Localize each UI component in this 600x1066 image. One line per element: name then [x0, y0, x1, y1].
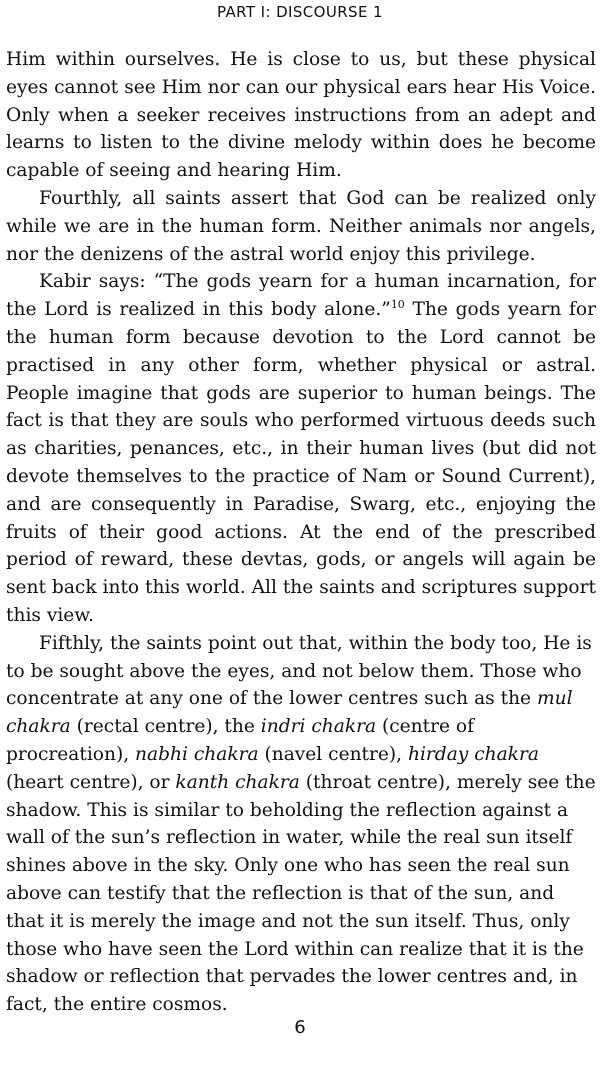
page-number: 6: [294, 1017, 306, 1038]
paragraph-3-text: The gods yearn for the human form because devotion to the Lord cannot be practised in any other form, whether physical or astral. People imagine that gods are superior to human beings. The fact is that they are souls who performed virtuous deeds such as charities, penances, etc., in their human lives (but did not devote themselves to the practice of Nam or Sound Current), and are consequently in Paradise, Swarg, etc., enjoying the fruits of their good actions. At the end of the prescribed period of reward, these devtas, gods, or angels will again be sent back into this world. All the saints and scriptures support this view.: [6, 299, 596, 626]
term-hirday-chakra: hirday chakra: [407, 743, 539, 765]
paragraph-4: [6, 630, 596, 1019]
paragraph-3: [6, 268, 596, 629]
footnote-marker: 10: [390, 298, 405, 312]
paragraph-4-text: (centre of procreation),: [6, 716, 475, 765]
paragraph-4-text: (rectal centre), the: [70, 716, 261, 738]
paragraph-2: Fourthly, all saints assert that God can be realized only while we are in the human form. Neither animals nor angels, nor the denizens of the astral world enjoy this privilege.: [6, 187, 596, 265]
term-nabhi-chakra: nabhi chakra: [135, 743, 259, 765]
paragraph-4-text: (navel centre),: [258, 743, 408, 765]
running-head: PART I: DISCOURSE 1: [217, 3, 383, 21]
body-text: [6, 46, 596, 1019]
paragraph-4-text: (throat centre), merely see the shadow. This is similar to beholding the reflection against a wall of the sun’s reflection in water, while the real sun itself shines above in the sky. Only one who has seen the real sun above can testify that the reflection is that of the sun, and that it is merely the image and not the sun itself. Thus, only those who have seen the Lord within can realize that it is the shadow or reflection that pervades the lower centres and, in fact, the entire cosmos.: [6, 771, 596, 1016]
term-indri-chakra: indri chakra: [260, 716, 377, 738]
term-mul-chakra: mul chakra: [6, 688, 573, 738]
term-kanth-chakra: kanth chakra: [175, 771, 300, 793]
paragraph-1: Him within ourselves. He is close to us, but these physical eyes cannot see Him nor can our physical ears hear His Voice. Only when a seeker receives instructions from an adept and learns to listen to the divine melody within does he become capable of seeing and hearing Him.: [6, 49, 596, 182]
paragraph-3-quote: Kabir says: “The gods yearn for a human incarnation, for the Lord is realized in this body alone.”: [6, 271, 596, 321]
paragraph-4-text: (heart centre), or: [6, 771, 176, 793]
paragraph-4-text: Fifthly, the saints point out that, within the body too, He is to be sought above the eyes, and not below them. Those who concentrate at any one of the lower centres such as the: [6, 632, 592, 710]
